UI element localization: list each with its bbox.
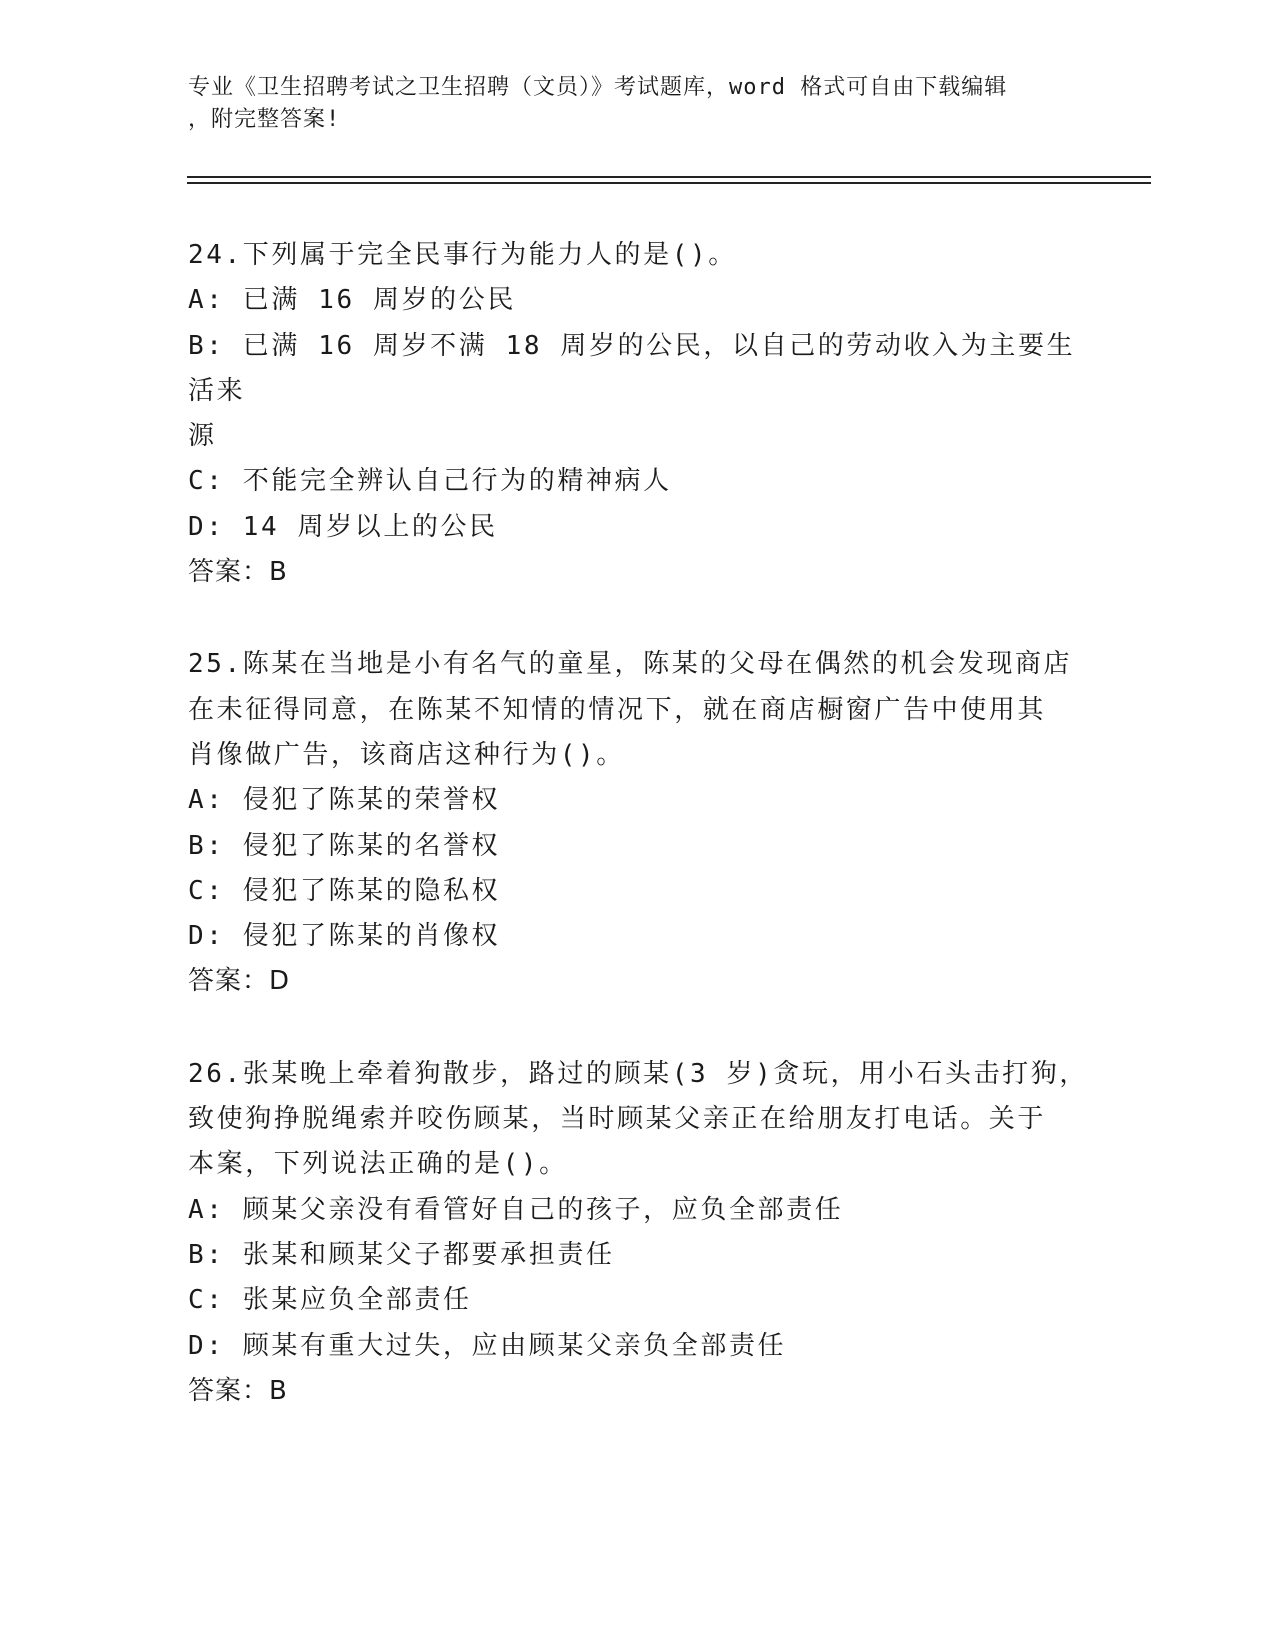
option-c: C: 侵犯了陈某的隐私权 (188, 875, 501, 906)
question-26 (188, 1052, 1088, 1414)
question-stem: 24.下列属于完全民事行为能力人的是()。 (188, 240, 737, 270)
option-c: C: 不能完全辨认自己行为的精神病人 (188, 466, 672, 497)
answer-label: 答案：B (188, 557, 288, 588)
header-divider-bottom (187, 182, 1151, 184)
question-stem: 肖像做广告，该商店这种行为()。 (188, 739, 625, 770)
question-stem: 26.张某晚上牵着狗散步，路过的顾某(3 岁)贪玩，用小石头击打狗， (188, 1058, 1088, 1089)
document-header (188, 72, 1068, 136)
option-d: D: 14 周岁以上的公民 (188, 511, 498, 542)
option-d: D: 顾某有重大过失，应由顾某父亲负全部责任 (188, 1330, 787, 1361)
header-line-1: 专业《卫生招聘考试之卫生招聘（文员）》考试题库，word 格式可自由下载编辑 (188, 75, 1008, 100)
option-c: C: 张某应负全部责任 (188, 1285, 472, 1316)
option-b: B: 已满 16 周岁不满 18 周岁的公民，以自己的劳动收入为主要生活来 (188, 330, 1076, 406)
question-list (188, 233, 1088, 1461)
question-24 (188, 233, 1088, 595)
option-b: B: 侵犯了陈某的名誉权 (188, 830, 501, 861)
answer-label: 答案：D (188, 966, 291, 997)
option-a: A: 已满 16 周岁的公民 (188, 285, 516, 316)
header-line-2: ，附完整答案! (188, 107, 341, 132)
option-d: D: 侵犯了陈某的肖像权 (188, 921, 501, 952)
question-stem: 致使狗挣脱绳索并咬伤顾某，当时顾某父亲正在给朋友打电话。关于 (188, 1104, 1047, 1135)
question-25 (188, 642, 1088, 1004)
option-a: A: 顾某父亲没有看管好自己的孩子，应负全部责任 (188, 1194, 844, 1225)
answer-label: 答案：B (188, 1375, 288, 1406)
option-b: B: 张某和顾某父子都要承担责任 (188, 1239, 615, 1270)
question-stem: 在未征得同意，在陈某不知情的情况下，就在商店橱窗广告中使用其 (188, 694, 1047, 725)
question-stem: 25.陈某在当地是小有名气的童星，陈某的父母在偶然的机会发现商店 (188, 649, 1073, 680)
question-stem: 本案，下列说法正确的是()。 (188, 1149, 568, 1180)
option-b-continued: 源 (188, 421, 217, 452)
option-a: A: 侵犯了陈某的荣誉权 (188, 785, 501, 816)
header-divider-top (187, 176, 1151, 178)
